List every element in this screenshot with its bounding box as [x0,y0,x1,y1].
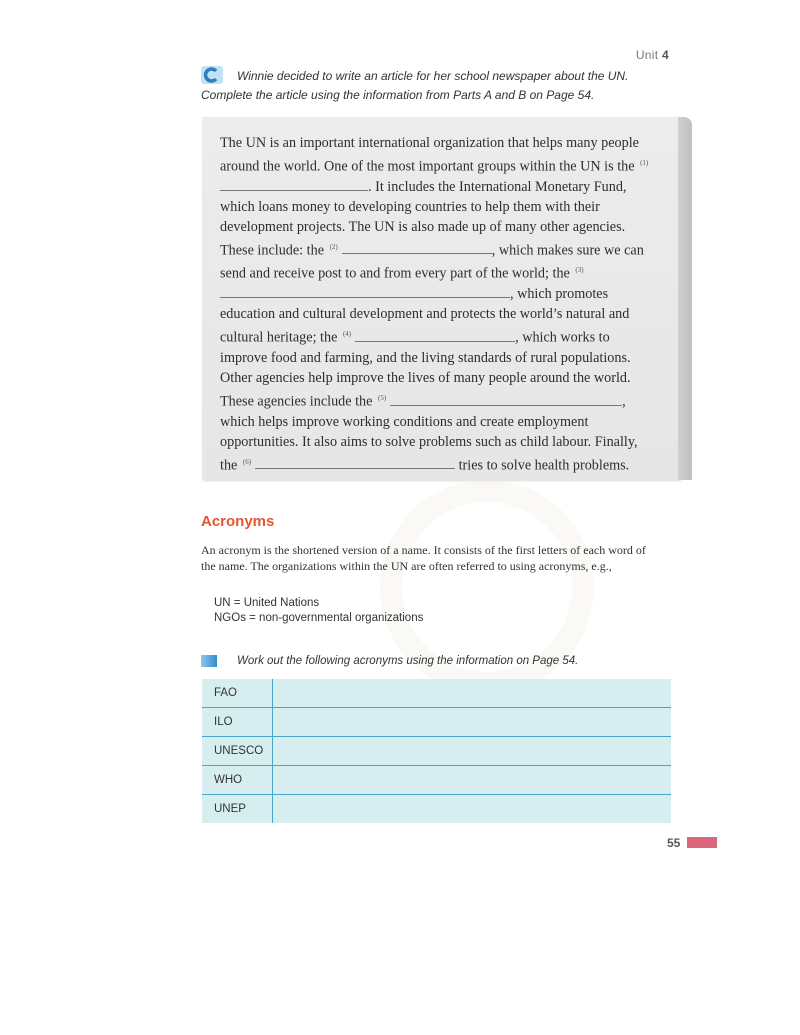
acronym-table [202,679,671,823]
blank-1[interactable] [220,178,368,191]
table-row [202,679,671,708]
acronym-cell: UNESCO [202,737,273,766]
acronyms-paragraph: An acronym is the shortened version of a name. It consists of the first letters of each word of the name. The organizations within the UN are often referred to using acronyms, e.g., [201,543,646,573]
acronym-exercise-instruction: Work out the following acronyms using the information on Page 54. [201,655,578,667]
example-un: UN = United Nations [214,597,320,609]
table-row [202,708,671,737]
blank-3[interactable] [220,285,510,298]
table-row [202,737,671,766]
unit-label: Unit 4 [635,48,669,62]
exercise-c-icon [201,66,223,88]
acronyms-heading: Acronyms [201,513,275,530]
blank-4[interactable] [355,329,515,342]
article-box [202,117,680,480]
page-curl [678,117,692,480]
answer-cell[interactable] [273,679,672,708]
unit-number: 4 [662,48,669,62]
answer-cell[interactable] [273,795,672,824]
instruction-line-1: Winnie decided to write an article for her school newspaper about the UN. [237,69,629,84]
table-row [202,795,671,824]
page-number: 55 [667,836,681,850]
blank-number-2: (2) [329,242,338,251]
article-text: The UN is an important international organization that helps many people around the world. One of the most important groups within the UN is the $^{(1)}$. It includes the International Monetary Fund, which loans money to developing countries to help them with their development projects. The UN is also made up of many other agencies. These include: the $^{(2)}$ , which makes sure we can send and receive post to and from every part of the world; the $^{(3)}$, which promotes education and cultural development and protects the world’s natural and cultural heritage; the $^{(4)}$ , which works to improve food and farming, and the living standards of rural populations. Other agencies help improve the lives of many people around the world. These agencies include the $^{(5)}$ , which helps improve working conditions and create employment opportunities. It also aims to solve problems such as child labour. Finally, the $^{(6)}$ tries to solve health problems. [220,135,649,474]
example-ngos: NGOs = non-governmental organizations [214,612,424,624]
blank-6[interactable] [255,456,455,469]
blank-number-4: (4) [342,330,352,339]
blank-number-5: (5) [378,393,387,402]
acronym-cell: FAO [202,679,273,708]
acronym-cell: ILO [202,708,273,737]
acronym-cell: WHO [202,766,273,795]
blank-5a[interactable] [390,393,486,406]
blank-number-3: (3) [575,266,584,275]
blank-number-1: (1) [640,159,649,167]
page-number-tab [684,837,717,848]
table-row [202,766,671,795]
blank-number-6: (6) [242,457,252,466]
answer-cell[interactable] [273,708,672,737]
acronym-cell: UNEP [202,795,273,824]
blank-2[interactable] [342,241,492,254]
answer-cell[interactable] [273,766,672,795]
answer-cell[interactable] [273,737,672,766]
exercise-marker-icon [201,655,217,667]
exercise-c-instruction [201,66,800,103]
blank-5b[interactable] [486,393,622,406]
instruction-line-2: Complete the article using the information from Parts A and B on Page 54. [201,88,595,102]
